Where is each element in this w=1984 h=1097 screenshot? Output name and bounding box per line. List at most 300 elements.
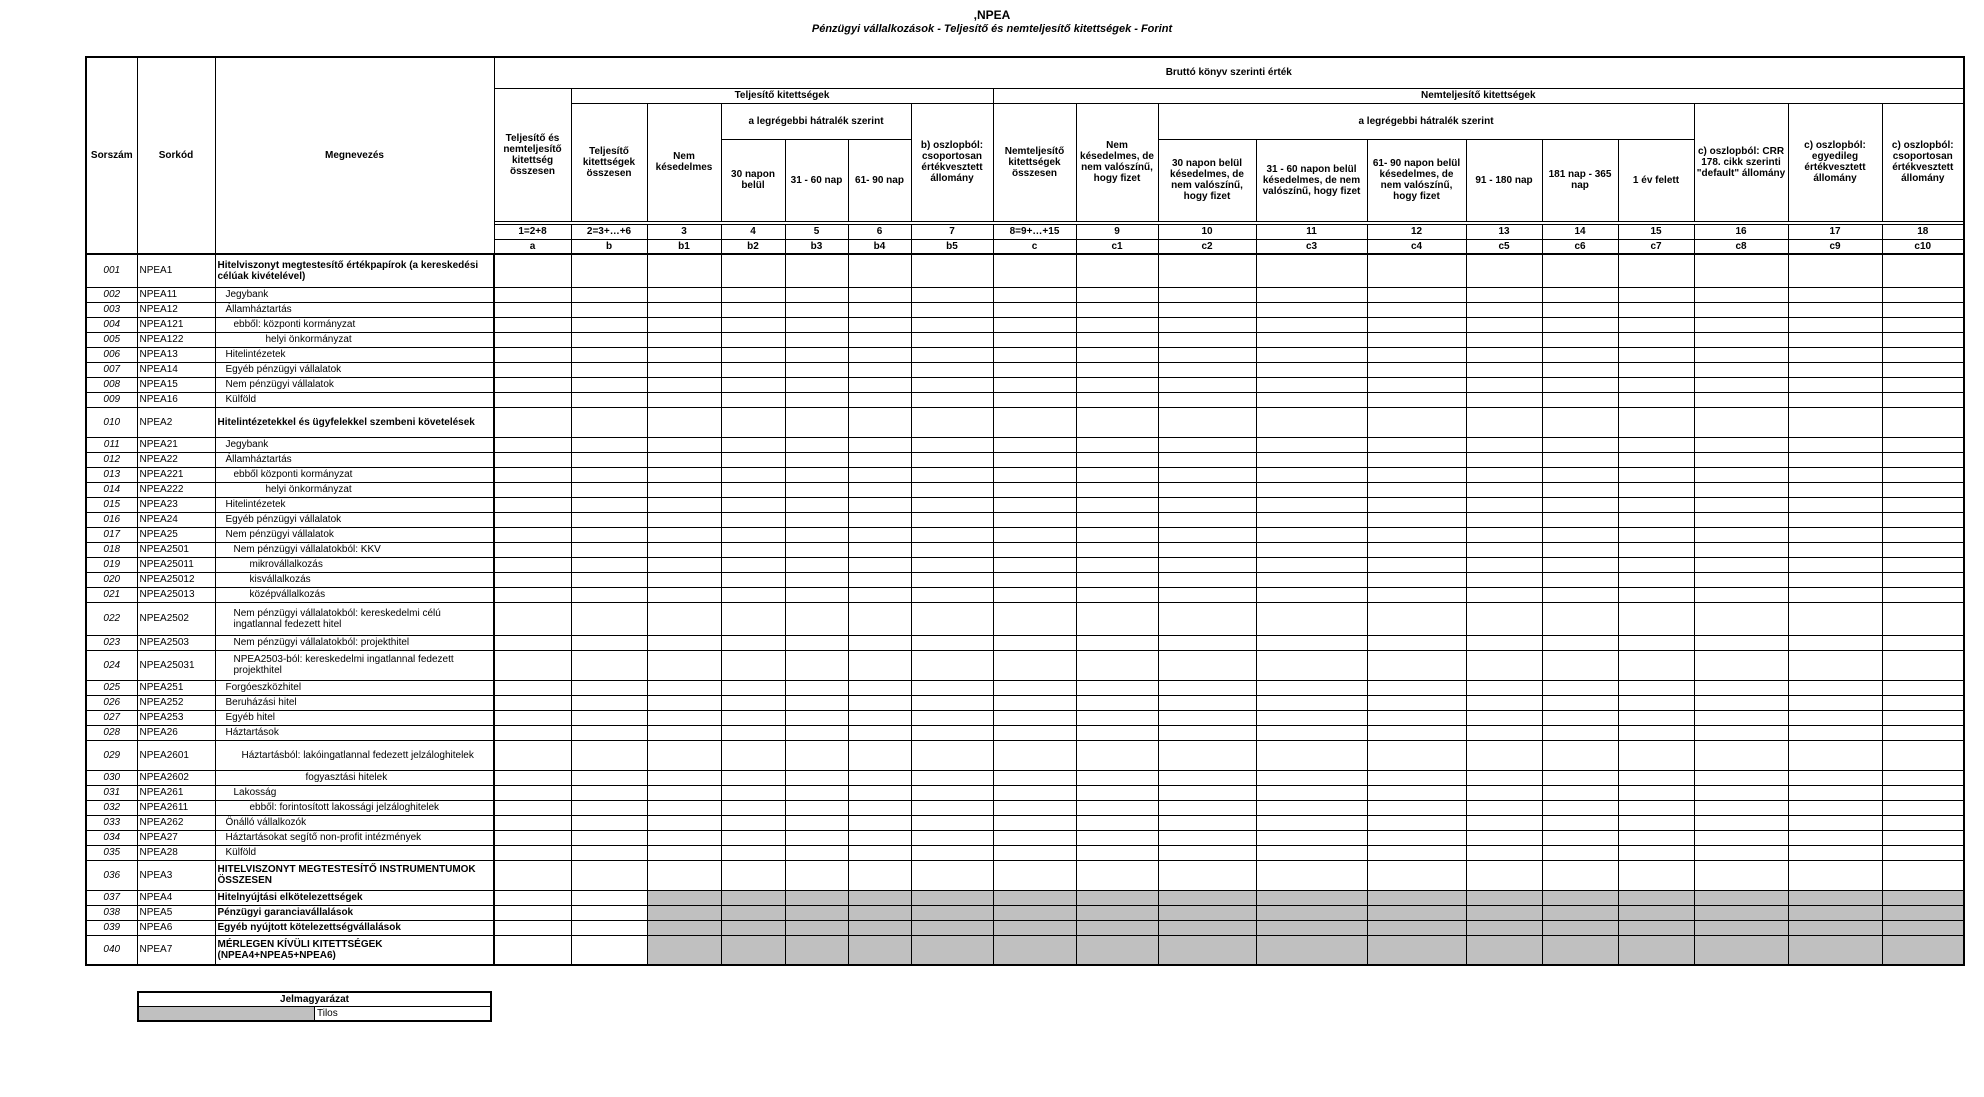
data-cell[interactable]	[911, 362, 993, 377]
data-cell[interactable]	[571, 680, 647, 695]
data-cell[interactable]	[1367, 527, 1466, 542]
data-cell[interactable]	[494, 935, 571, 965]
data-cell[interactable]	[721, 890, 785, 905]
data-cell[interactable]	[1882, 587, 1964, 602]
data-cell[interactable]	[571, 527, 647, 542]
data-cell[interactable]	[1158, 332, 1256, 347]
data-cell[interactable]	[1788, 287, 1882, 302]
data-cell[interactable]	[1256, 770, 1367, 785]
data-cell[interactable]	[494, 287, 571, 302]
data-cell[interactable]	[647, 542, 721, 557]
data-cell[interactable]	[1788, 785, 1882, 800]
data-cell[interactable]	[911, 557, 993, 572]
data-cell[interactable]	[993, 482, 1076, 497]
data-cell[interactable]	[1694, 650, 1788, 680]
data-cell[interactable]	[1542, 650, 1618, 680]
data-cell[interactable]	[1618, 800, 1694, 815]
data-cell[interactable]	[1882, 785, 1964, 800]
data-cell[interactable]	[785, 845, 848, 860]
data-cell[interactable]	[911, 815, 993, 830]
data-cell[interactable]	[848, 935, 911, 965]
data-cell[interactable]	[494, 302, 571, 317]
data-cell[interactable]	[1256, 845, 1367, 860]
data-cell[interactable]	[1256, 527, 1367, 542]
data-cell[interactable]	[911, 710, 993, 725]
data-cell[interactable]	[911, 905, 993, 920]
data-cell[interactable]	[1542, 287, 1618, 302]
data-cell[interactable]	[1076, 287, 1158, 302]
data-cell[interactable]	[1542, 860, 1618, 890]
data-cell[interactable]	[1694, 254, 1788, 287]
data-cell[interactable]	[1466, 572, 1542, 587]
data-cell[interactable]	[1788, 527, 1882, 542]
data-cell[interactable]	[1694, 347, 1788, 362]
data-cell[interactable]	[1542, 740, 1618, 770]
data-cell[interactable]	[1542, 635, 1618, 650]
data-cell[interactable]	[721, 695, 785, 710]
data-cell[interactable]	[785, 467, 848, 482]
data-cell[interactable]	[571, 587, 647, 602]
data-cell[interactable]	[1542, 785, 1618, 800]
data-cell[interactable]	[911, 635, 993, 650]
data-cell[interactable]	[571, 392, 647, 407]
data-cell[interactable]	[1618, 512, 1694, 527]
data-cell[interactable]	[1256, 347, 1367, 362]
data-cell[interactable]	[1882, 935, 1964, 965]
data-cell[interactable]	[1618, 740, 1694, 770]
data-cell[interactable]	[1256, 740, 1367, 770]
data-cell[interactable]	[1466, 860, 1542, 890]
data-cell[interactable]	[1466, 587, 1542, 602]
data-cell[interactable]	[721, 497, 785, 512]
data-cell[interactable]	[1158, 482, 1256, 497]
data-cell[interactable]	[1542, 845, 1618, 860]
data-cell[interactable]	[1694, 317, 1788, 332]
data-cell[interactable]	[1466, 602, 1542, 635]
data-cell[interactable]	[993, 785, 1076, 800]
data-cell[interactable]	[1788, 392, 1882, 407]
data-cell[interactable]	[1694, 452, 1788, 467]
data-cell[interactable]	[1367, 800, 1466, 815]
data-cell[interactable]	[911, 497, 993, 512]
data-cell[interactable]	[571, 785, 647, 800]
data-cell[interactable]	[1694, 572, 1788, 587]
data-cell[interactable]	[647, 845, 721, 860]
data-cell[interactable]	[1694, 890, 1788, 905]
data-cell[interactable]	[1618, 635, 1694, 650]
data-cell[interactable]	[1256, 695, 1367, 710]
data-cell[interactable]	[1158, 800, 1256, 815]
data-cell[interactable]	[911, 830, 993, 845]
data-cell[interactable]	[848, 587, 911, 602]
data-cell[interactable]	[1158, 512, 1256, 527]
data-cell[interactable]	[911, 602, 993, 635]
data-cell[interactable]	[1542, 770, 1618, 785]
data-cell[interactable]	[1542, 710, 1618, 725]
data-cell[interactable]	[848, 392, 911, 407]
data-cell[interactable]	[785, 407, 848, 437]
data-cell[interactable]	[1076, 332, 1158, 347]
data-cell[interactable]	[1076, 635, 1158, 650]
data-cell[interactable]	[1694, 905, 1788, 920]
data-cell[interactable]	[1158, 287, 1256, 302]
data-cell[interactable]	[1466, 815, 1542, 830]
data-cell[interactable]	[647, 437, 721, 452]
data-cell[interactable]	[1466, 317, 1542, 332]
data-cell[interactable]	[494, 890, 571, 905]
data-cell[interactable]	[1367, 254, 1466, 287]
data-cell[interactable]	[1618, 695, 1694, 710]
data-cell[interactable]	[848, 815, 911, 830]
data-cell[interactable]	[911, 254, 993, 287]
data-cell[interactable]	[1076, 935, 1158, 965]
data-cell[interactable]	[1158, 650, 1256, 680]
data-cell[interactable]	[494, 710, 571, 725]
data-cell[interactable]	[647, 452, 721, 467]
data-cell[interactable]	[494, 680, 571, 695]
data-cell[interactable]	[848, 572, 911, 587]
data-cell[interactable]	[993, 332, 1076, 347]
data-cell[interactable]	[494, 362, 571, 377]
data-cell[interactable]	[911, 935, 993, 965]
data-cell[interactable]	[1882, 542, 1964, 557]
data-cell[interactable]	[1256, 680, 1367, 695]
data-cell[interactable]	[1076, 725, 1158, 740]
data-cell[interactable]	[785, 890, 848, 905]
data-cell[interactable]	[1542, 527, 1618, 542]
data-cell[interactable]	[1158, 890, 1256, 905]
data-cell[interactable]	[993, 920, 1076, 935]
data-cell[interactable]	[1367, 695, 1466, 710]
data-cell[interactable]	[1542, 452, 1618, 467]
data-cell[interactable]	[1788, 452, 1882, 467]
data-cell[interactable]	[494, 392, 571, 407]
data-cell[interactable]	[647, 830, 721, 845]
data-cell[interactable]	[1694, 845, 1788, 860]
data-cell[interactable]	[494, 542, 571, 557]
data-cell[interactable]	[1076, 920, 1158, 935]
data-cell[interactable]	[1076, 482, 1158, 497]
data-cell[interactable]	[1256, 317, 1367, 332]
data-cell[interactable]	[1076, 512, 1158, 527]
data-cell[interactable]	[647, 695, 721, 710]
data-cell[interactable]	[1076, 362, 1158, 377]
data-cell[interactable]	[571, 815, 647, 830]
data-cell[interactable]	[1694, 587, 1788, 602]
data-cell[interactable]	[1076, 347, 1158, 362]
data-cell[interactable]	[1466, 725, 1542, 740]
data-cell[interactable]	[1466, 452, 1542, 467]
data-cell[interactable]	[494, 347, 571, 362]
data-cell[interactable]	[647, 392, 721, 407]
data-cell[interactable]	[1367, 920, 1466, 935]
data-cell[interactable]	[1256, 332, 1367, 347]
data-cell[interactable]	[1076, 770, 1158, 785]
data-cell[interactable]	[721, 332, 785, 347]
data-cell[interactable]	[1882, 830, 1964, 845]
data-cell[interactable]	[911, 332, 993, 347]
data-cell[interactable]	[1618, 287, 1694, 302]
data-cell[interactable]	[1882, 512, 1964, 527]
data-cell[interactable]	[993, 347, 1076, 362]
data-cell[interactable]	[1158, 860, 1256, 890]
data-cell[interactable]	[1618, 452, 1694, 467]
data-cell[interactable]	[1788, 467, 1882, 482]
data-cell[interactable]	[1466, 800, 1542, 815]
data-cell[interactable]	[647, 407, 721, 437]
data-cell[interactable]	[848, 695, 911, 710]
data-cell[interactable]	[785, 770, 848, 785]
data-cell[interactable]	[785, 725, 848, 740]
data-cell[interactable]	[721, 830, 785, 845]
data-cell[interactable]	[1158, 815, 1256, 830]
data-cell[interactable]	[1788, 740, 1882, 770]
data-cell[interactable]	[1788, 347, 1882, 362]
data-cell[interactable]	[848, 482, 911, 497]
data-cell[interactable]	[1694, 725, 1788, 740]
data-cell[interactable]	[993, 602, 1076, 635]
data-cell[interactable]	[647, 467, 721, 482]
data-cell[interactable]	[1694, 437, 1788, 452]
data-cell[interactable]	[1694, 512, 1788, 527]
data-cell[interactable]	[1542, 800, 1618, 815]
data-cell[interactable]	[1788, 800, 1882, 815]
data-cell[interactable]	[721, 635, 785, 650]
data-cell[interactable]	[911, 890, 993, 905]
data-cell[interactable]	[1542, 407, 1618, 437]
data-cell[interactable]	[1367, 452, 1466, 467]
data-cell[interactable]	[1367, 557, 1466, 572]
data-cell[interactable]	[1788, 587, 1882, 602]
data-cell[interactable]	[1256, 602, 1367, 635]
data-cell[interactable]	[911, 800, 993, 815]
data-cell[interactable]	[1076, 890, 1158, 905]
data-cell[interactable]	[571, 557, 647, 572]
data-cell[interactable]	[494, 587, 571, 602]
data-cell[interactable]	[1466, 935, 1542, 965]
data-cell[interactable]	[993, 695, 1076, 710]
data-cell[interactable]	[494, 332, 571, 347]
data-cell[interactable]	[1694, 392, 1788, 407]
data-cell[interactable]	[571, 254, 647, 287]
data-cell[interactable]	[911, 740, 993, 770]
data-cell[interactable]	[1882, 377, 1964, 392]
data-cell[interactable]	[1256, 710, 1367, 725]
data-cell[interactable]	[1158, 377, 1256, 392]
data-cell[interactable]	[993, 512, 1076, 527]
data-cell[interactable]	[993, 572, 1076, 587]
data-cell[interactable]	[785, 392, 848, 407]
data-cell[interactable]	[1466, 332, 1542, 347]
data-cell[interactable]	[647, 557, 721, 572]
data-cell[interactable]	[1158, 437, 1256, 452]
data-cell[interactable]	[1256, 860, 1367, 890]
data-cell[interactable]	[494, 860, 571, 890]
data-cell[interactable]	[1618, 254, 1694, 287]
data-cell[interactable]	[647, 680, 721, 695]
data-cell[interactable]	[1256, 392, 1367, 407]
data-cell[interactable]	[1256, 437, 1367, 452]
data-cell[interactable]	[1256, 572, 1367, 587]
data-cell[interactable]	[911, 785, 993, 800]
data-cell[interactable]	[1788, 635, 1882, 650]
data-cell[interactable]	[1367, 407, 1466, 437]
data-cell[interactable]	[1256, 497, 1367, 512]
data-cell[interactable]	[571, 407, 647, 437]
data-cell[interactable]	[785, 347, 848, 362]
data-cell[interactable]	[647, 602, 721, 635]
data-cell[interactable]	[1694, 287, 1788, 302]
data-cell[interactable]	[571, 635, 647, 650]
data-cell[interactable]	[1788, 725, 1882, 740]
data-cell[interactable]	[1367, 542, 1466, 557]
data-cell[interactable]	[647, 920, 721, 935]
data-cell[interactable]	[1542, 830, 1618, 845]
data-cell[interactable]	[1256, 557, 1367, 572]
data-cell[interactable]	[1788, 482, 1882, 497]
data-cell[interactable]	[1788, 542, 1882, 557]
data-cell[interactable]	[911, 287, 993, 302]
data-cell[interactable]	[1788, 377, 1882, 392]
data-cell[interactable]	[494, 572, 571, 587]
data-cell[interactable]	[721, 362, 785, 377]
data-cell[interactable]	[647, 587, 721, 602]
data-cell[interactable]	[1882, 362, 1964, 377]
data-cell[interactable]	[1882, 452, 1964, 467]
data-cell[interactable]	[1158, 680, 1256, 695]
data-cell[interactable]	[1256, 542, 1367, 557]
data-cell[interactable]	[647, 482, 721, 497]
data-cell[interactable]	[1466, 512, 1542, 527]
data-cell[interactable]	[1076, 452, 1158, 467]
data-cell[interactable]	[1618, 815, 1694, 830]
data-cell[interactable]	[1618, 362, 1694, 377]
data-cell[interactable]	[1158, 452, 1256, 467]
data-cell[interactable]	[1367, 362, 1466, 377]
data-cell[interactable]	[571, 695, 647, 710]
data-cell[interactable]	[1882, 254, 1964, 287]
data-cell[interactable]	[494, 452, 571, 467]
data-cell[interactable]	[1466, 362, 1542, 377]
data-cell[interactable]	[848, 557, 911, 572]
data-cell[interactable]	[1788, 920, 1882, 935]
data-cell[interactable]	[1694, 815, 1788, 830]
data-cell[interactable]	[1542, 905, 1618, 920]
data-cell[interactable]	[785, 482, 848, 497]
data-cell[interactable]	[785, 557, 848, 572]
data-cell[interactable]	[647, 860, 721, 890]
data-cell[interactable]	[1367, 332, 1466, 347]
data-cell[interactable]	[1882, 347, 1964, 362]
data-cell[interactable]	[1882, 497, 1964, 512]
data-cell[interactable]	[785, 800, 848, 815]
data-cell[interactable]	[1788, 407, 1882, 437]
data-cell[interactable]	[647, 740, 721, 770]
data-cell[interactable]	[721, 254, 785, 287]
data-cell[interactable]	[1542, 437, 1618, 452]
data-cell[interactable]	[993, 800, 1076, 815]
data-cell[interactable]	[721, 572, 785, 587]
data-cell[interactable]	[1158, 572, 1256, 587]
data-cell[interactable]	[1788, 302, 1882, 317]
data-cell[interactable]	[647, 635, 721, 650]
data-cell[interactable]	[494, 467, 571, 482]
data-cell[interactable]	[1466, 467, 1542, 482]
data-cell[interactable]	[1158, 740, 1256, 770]
data-cell[interactable]	[911, 452, 993, 467]
data-cell[interactable]	[1256, 635, 1367, 650]
data-cell[interactable]	[1076, 542, 1158, 557]
data-cell[interactable]	[1618, 905, 1694, 920]
data-cell[interactable]	[848, 800, 911, 815]
data-cell[interactable]	[848, 770, 911, 785]
data-cell[interactable]	[1466, 920, 1542, 935]
data-cell[interactable]	[848, 362, 911, 377]
data-cell[interactable]	[571, 317, 647, 332]
data-cell[interactable]	[848, 635, 911, 650]
data-cell[interactable]	[1542, 890, 1618, 905]
data-cell[interactable]	[1694, 860, 1788, 890]
data-cell[interactable]	[1158, 830, 1256, 845]
data-cell[interactable]	[1618, 845, 1694, 860]
data-cell[interactable]	[721, 845, 785, 860]
data-cell[interactable]	[721, 407, 785, 437]
data-cell[interactable]	[571, 572, 647, 587]
data-cell[interactable]	[993, 710, 1076, 725]
data-cell[interactable]	[1466, 557, 1542, 572]
data-cell[interactable]	[1882, 407, 1964, 437]
data-cell[interactable]	[647, 935, 721, 965]
data-cell[interactable]	[993, 725, 1076, 740]
data-cell[interactable]	[721, 725, 785, 740]
data-cell[interactable]	[647, 890, 721, 905]
data-cell[interactable]	[571, 362, 647, 377]
data-cell[interactable]	[1542, 392, 1618, 407]
data-cell[interactable]	[1694, 557, 1788, 572]
data-cell[interactable]	[848, 302, 911, 317]
data-cell[interactable]	[571, 905, 647, 920]
data-cell[interactable]	[721, 377, 785, 392]
data-cell[interactable]	[1618, 302, 1694, 317]
data-cell[interactable]	[1694, 770, 1788, 785]
data-cell[interactable]	[721, 317, 785, 332]
data-cell[interactable]	[494, 920, 571, 935]
data-cell[interactable]	[1076, 695, 1158, 710]
data-cell[interactable]	[1788, 557, 1882, 572]
data-cell[interactable]	[1788, 695, 1882, 710]
data-cell[interactable]	[993, 392, 1076, 407]
data-cell[interactable]	[1788, 437, 1882, 452]
data-cell[interactable]	[1618, 407, 1694, 437]
data-cell[interactable]	[1618, 527, 1694, 542]
data-cell[interactable]	[1694, 377, 1788, 392]
data-cell[interactable]	[993, 407, 1076, 437]
data-cell[interactable]	[1466, 542, 1542, 557]
data-cell[interactable]	[1367, 317, 1466, 332]
data-cell[interactable]	[785, 542, 848, 557]
data-cell[interactable]	[785, 920, 848, 935]
data-cell[interactable]	[1256, 830, 1367, 845]
data-cell[interactable]	[1788, 362, 1882, 377]
data-cell[interactable]	[1367, 740, 1466, 770]
data-cell[interactable]	[1256, 785, 1367, 800]
data-cell[interactable]	[1618, 920, 1694, 935]
data-cell[interactable]	[494, 830, 571, 845]
data-cell[interactable]	[721, 935, 785, 965]
data-cell[interactable]	[848, 845, 911, 860]
data-cell[interactable]	[785, 785, 848, 800]
data-cell[interactable]	[1158, 920, 1256, 935]
